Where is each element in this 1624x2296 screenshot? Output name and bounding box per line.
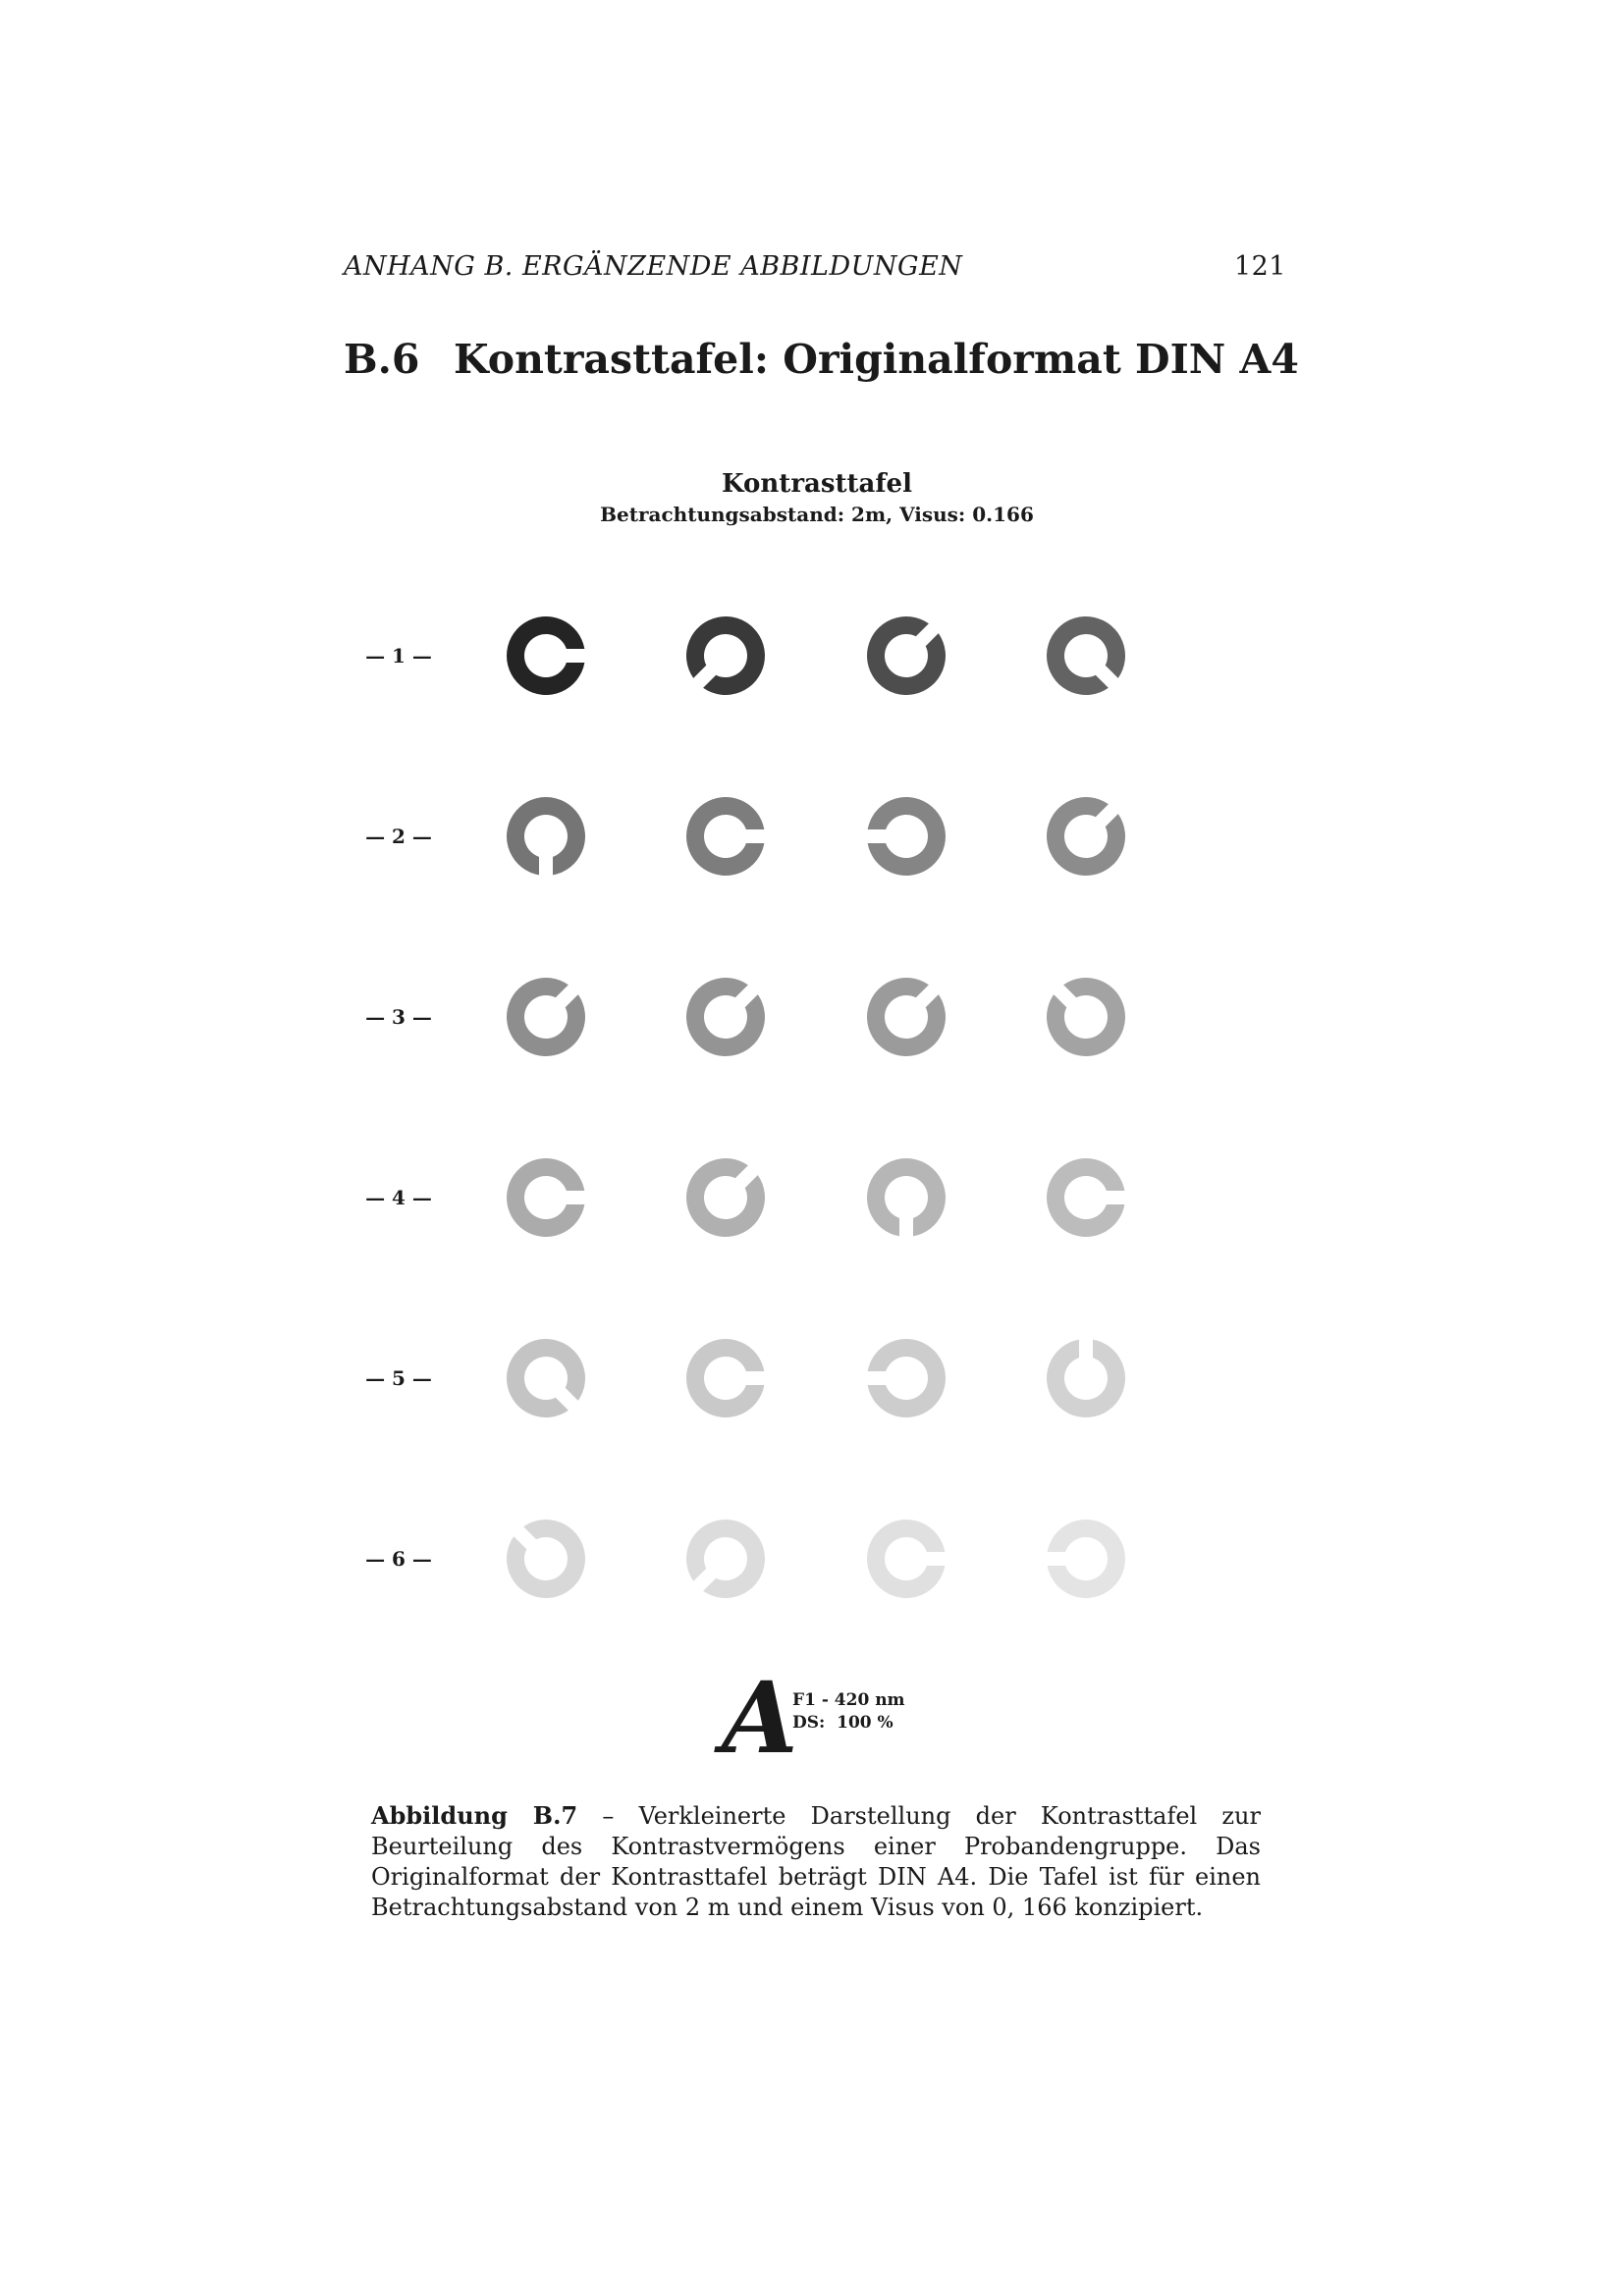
row-label: — 2 — [365, 825, 432, 848]
landolt-ring [686, 1520, 765, 1598]
landolt-ring [507, 1158, 584, 1237]
landolt-ring [686, 797, 764, 876]
landolt-ring [686, 616, 765, 695]
section-title: Kontrasttafel: Originalformat DIN A4 [454, 336, 1299, 383]
row-label: — 4 — [365, 1186, 432, 1209]
row-label: — 3 — [365, 1005, 432, 1029]
landolt-ring [686, 1158, 765, 1237]
landolt-ring [507, 1339, 585, 1417]
chart-letter-logo: A [722, 1660, 798, 1776]
landolt-ring [1047, 616, 1125, 695]
chart-subtitle: Betrachtungsabstand: 2m, Visus: 0.166 [600, 503, 1034, 526]
contrast-chart [344, 589, 1227, 1629]
row-label: — 6 — [365, 1547, 432, 1571]
row-label: — 5 — [365, 1366, 432, 1390]
landolt-ring [867, 1158, 946, 1236]
caption-label: Abbildung B.7 [371, 1801, 578, 1830]
chart-title: Kontrasttafel [722, 469, 912, 499]
section-heading [344, 336, 1299, 383]
landolt-ring [507, 978, 585, 1056]
landolt-ring [507, 616, 584, 695]
landolt-ring [867, 616, 946, 695]
landolt-ring [686, 978, 765, 1056]
page-number: 121 [1233, 251, 1286, 282]
row-label: — 1 — [365, 644, 432, 667]
section-number: B.6 [344, 336, 420, 383]
landolt-ring [867, 1520, 945, 1598]
landolt-ring [686, 1339, 764, 1417]
landolt-ring [867, 978, 946, 1056]
landolt-ring [1048, 1520, 1125, 1598]
running-head [344, 251, 1286, 291]
landolt-ring [507, 1520, 585, 1598]
running-title: ANHANG B. ERGÄNZENDE ABBILDUNGEN [344, 251, 963, 282]
landolt-ring [1047, 797, 1125, 876]
landolt-ring [868, 1339, 946, 1417]
landolt-ring [507, 797, 585, 875]
landolt-ring [1047, 1158, 1124, 1237]
chart-footer-mark [722, 1660, 977, 1776]
figure-caption [371, 1800, 1261, 1923]
ds-label: DS: 100 % [792, 1713, 893, 1733]
landolt-ring [868, 797, 946, 876]
landolt-ring [1047, 978, 1125, 1056]
landolt-ring [1047, 1340, 1125, 1417]
caption-text: – Verkleinerte Darstellung der Kontrasttafel zur Beurteilung des Kontrastvermögens einer Probandengruppe. Das Originalformat der Kontrasttafel beträgt DIN A4. Die Tafel ist für einen Betrachtungsabstand von 2 m und einem Visus von 0, 166 konzipiert. [371, 1802, 1261, 1921]
wavelength-label: F1 - 420 nm [792, 1690, 905, 1710]
